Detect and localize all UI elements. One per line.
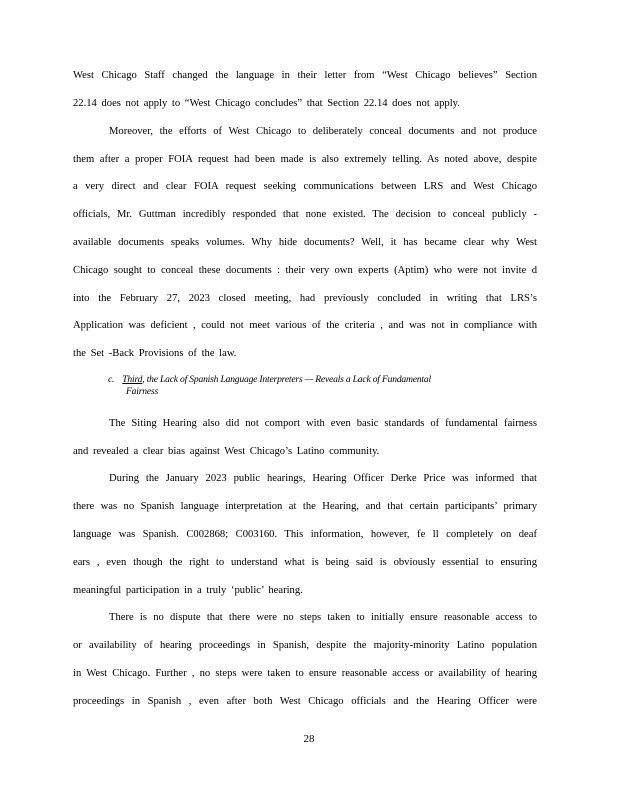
body-line: During the January 2023 public hearings, Hearing Officer Derke Price was informed that	[109, 473, 537, 484]
heading-letter: c.	[108, 374, 115, 385]
body-line: 22.14 does not apply to “West Chicago concludes” that Section 22.14 does not apply.	[73, 98, 460, 109]
body-line: There is no dispute that there were no steps taken to initially ensure reasonable access to	[109, 612, 537, 623]
heading-line1-rest: , the Lack of Spanish Language Interpreters — Reveals a Lack of Fundamental	[142, 374, 431, 385]
body-line: proceedings in Spanish , even after both West Chicago officials and the Hearing Officer were	[73, 696, 537, 707]
body-line: language was Spanish. C002868; C003160. This information, however, fe ll completely on deaf	[73, 529, 537, 540]
body-line: them after a proper FOIA request had been made is also extremely telling. As noted above, despite	[73, 154, 537, 165]
heading-underlined: Third	[122, 374, 143, 385]
section-heading	[108, 374, 538, 398]
page-number: 28	[303, 733, 315, 745]
body-line: officials, Mr. Guttman incredibly responded that none existed. The decision to conceal publicly -	[73, 209, 537, 220]
body-line: there was no Spanish language interpretation at the Hearing, and that certain participants’ primary	[73, 501, 537, 512]
body-line: in West Chicago. Further , no steps were taken to ensure reasonable access or availability of hearing	[73, 668, 537, 679]
body-line: a very direct and clear FOIA request seeking communications between LRS and West Chicago	[73, 181, 537, 192]
body-line: Application was deficient , could not meet various of the criteria , and was not in compliance with	[73, 320, 537, 331]
body-line: into the February 27, 2023 closed meeting, had previously concluded in writing that LRS’s	[73, 293, 537, 304]
body-line: the Set -Back Provisions of the law.	[73, 348, 237, 359]
body-line: ears , even though the right to understand what is being said is obviously essential to ensuring	[73, 557, 537, 568]
body-line: Moreover, the efforts of West Chicago to deliberately conceal documents and not produce	[109, 126, 537, 137]
body-line: and revealed a clear bias against West Chicago’s Latino community.	[73, 446, 380, 457]
body-line: or availability of hearing proceedings in Spanish, despite the majority-minority Latino population	[73, 640, 537, 651]
body-line: available documents speaks volumes. Why hide documents? Well, it has became clear why West	[73, 237, 537, 248]
body-line: West Chicago Staff changed the language in their letter from “West Chicago believes” Section	[73, 70, 537, 81]
body-line: Chicago sought to conceal these documents : their very own experts (Aptim) who were not invite d	[73, 265, 537, 276]
heading-line2: Fairness	[126, 386, 158, 397]
body-line: The Siting Hearing also did not comport with even basic standards of fundamental fairness	[109, 418, 537, 429]
body-line: meaningful participation in a truly ‘public’ hearing.	[73, 585, 303, 596]
